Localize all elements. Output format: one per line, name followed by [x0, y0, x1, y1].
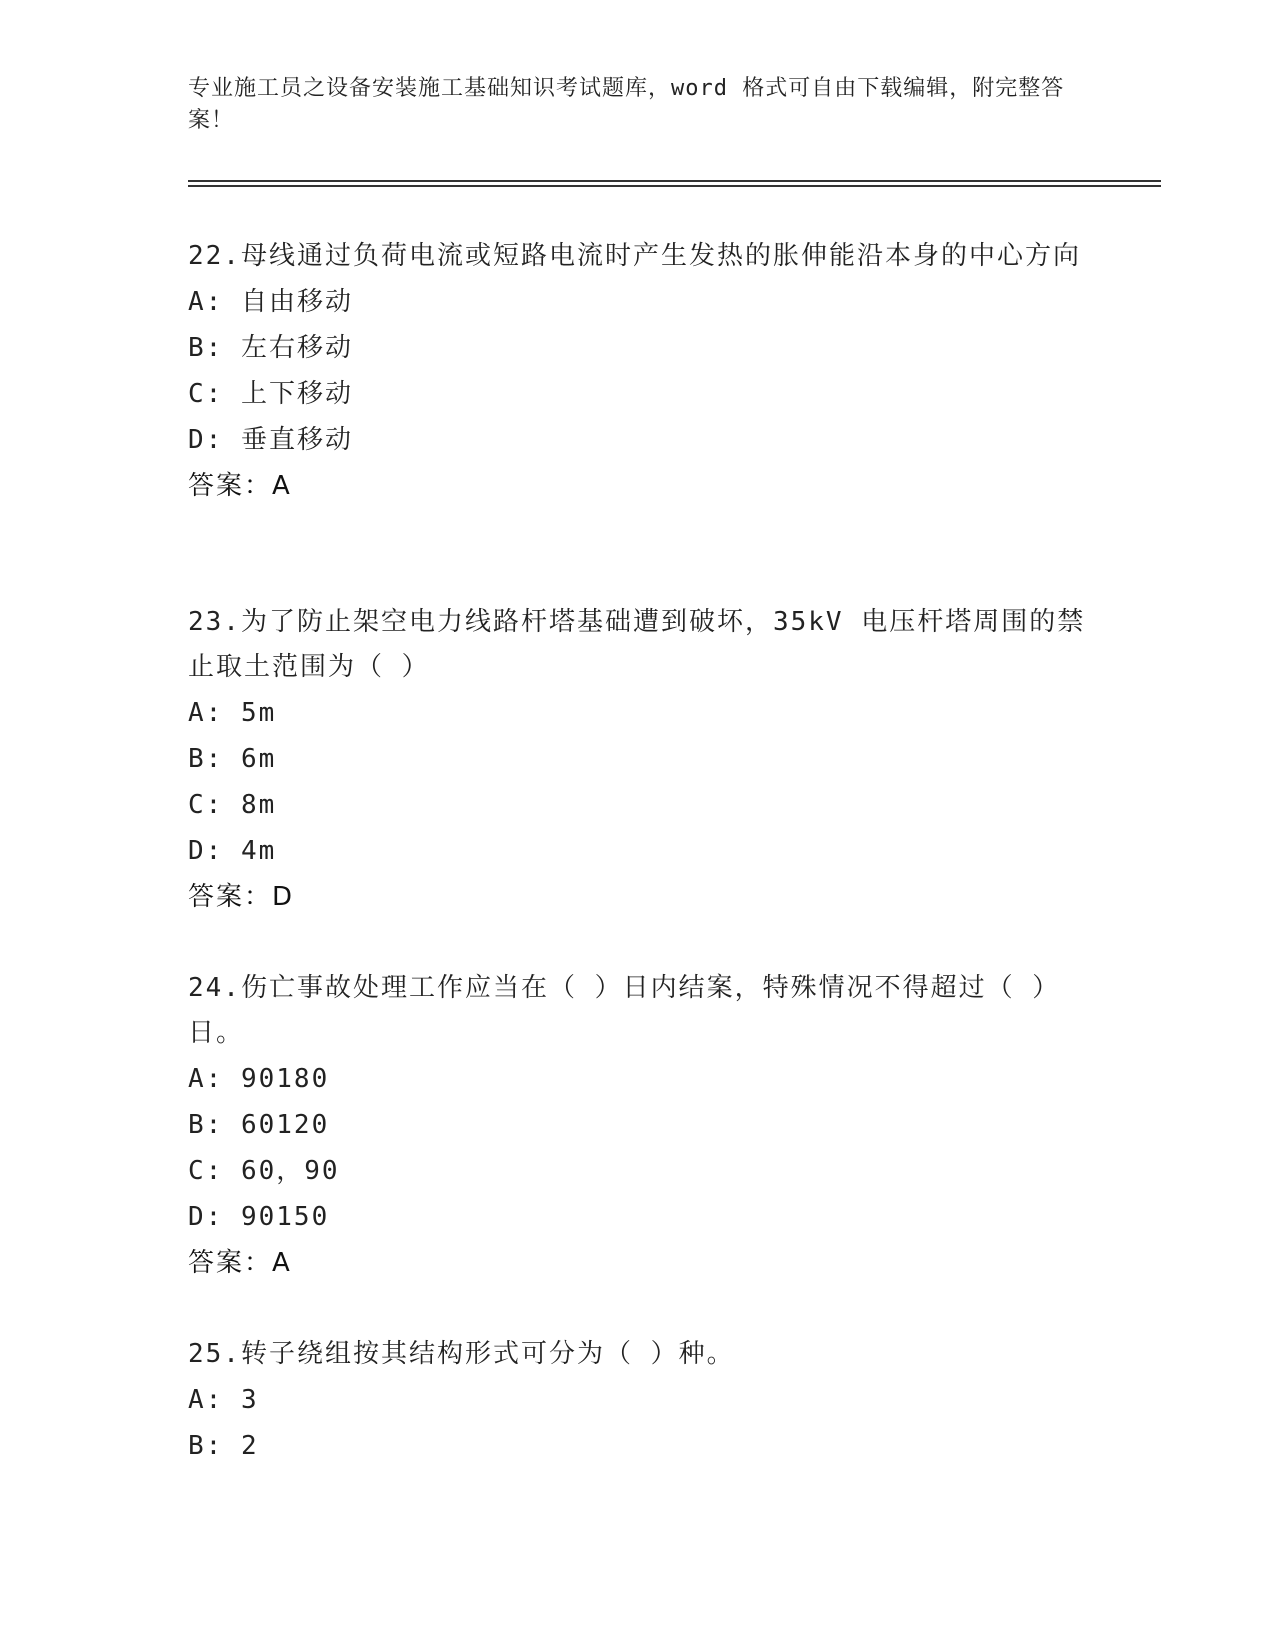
option-b: B: 左右移动: [188, 333, 353, 363]
option-d: D: 4m: [188, 836, 277, 866]
answer-line: 答案：A: [188, 471, 292, 501]
option-b: B: 60120: [188, 1110, 330, 1140]
answer-line: 答案：D: [188, 882, 295, 912]
question-stem: 25.转子绕组按其结构形式可分为（ ）种。: [188, 1339, 735, 1369]
option-c: C: 8m: [188, 790, 277, 820]
question-stem: 22.母线通过负荷电流或短路电流时产生发热的胀伸能沿本身的中心方向: [188, 241, 1081, 271]
answer-line: 答案：A: [188, 1248, 292, 1278]
question-25: [188, 1332, 1088, 1469]
option-a: A: 自由移动: [188, 287, 353, 317]
option-b: B: 6m: [188, 744, 277, 774]
header-divider-top: [188, 180, 1161, 182]
option-a: A: 3: [188, 1385, 259, 1415]
option-c: C: 60，90: [188, 1156, 340, 1186]
option-d: D: 垂直移动: [188, 425, 353, 455]
option-d: D: 90150: [188, 1202, 330, 1232]
question-stem: 24.伤亡事故处理工作应当在（ ）日内结案，特殊情况不得超过（ ）日。: [188, 973, 1061, 1048]
option-b: B: 2: [188, 1431, 259, 1461]
question-24: [188, 966, 1088, 1286]
option-a: A: 5m: [188, 698, 277, 728]
document-header: 专业施工员之设备安装施工基础知识考试题库，word 格式可自由下载编辑，附完整答案！: [188, 76, 1065, 133]
header-divider-bottom: [188, 185, 1161, 187]
question-22: [188, 234, 1088, 509]
question-stem: 23.为了防止架空电力线路杆塔基础遭到破坏，35kV 电压杆塔周围的禁止取土范围为（ ）: [188, 607, 1086, 682]
question-23: [188, 600, 1088, 920]
option-c: C: 上下移动: [188, 379, 353, 409]
option-a: A: 90180: [188, 1064, 330, 1094]
